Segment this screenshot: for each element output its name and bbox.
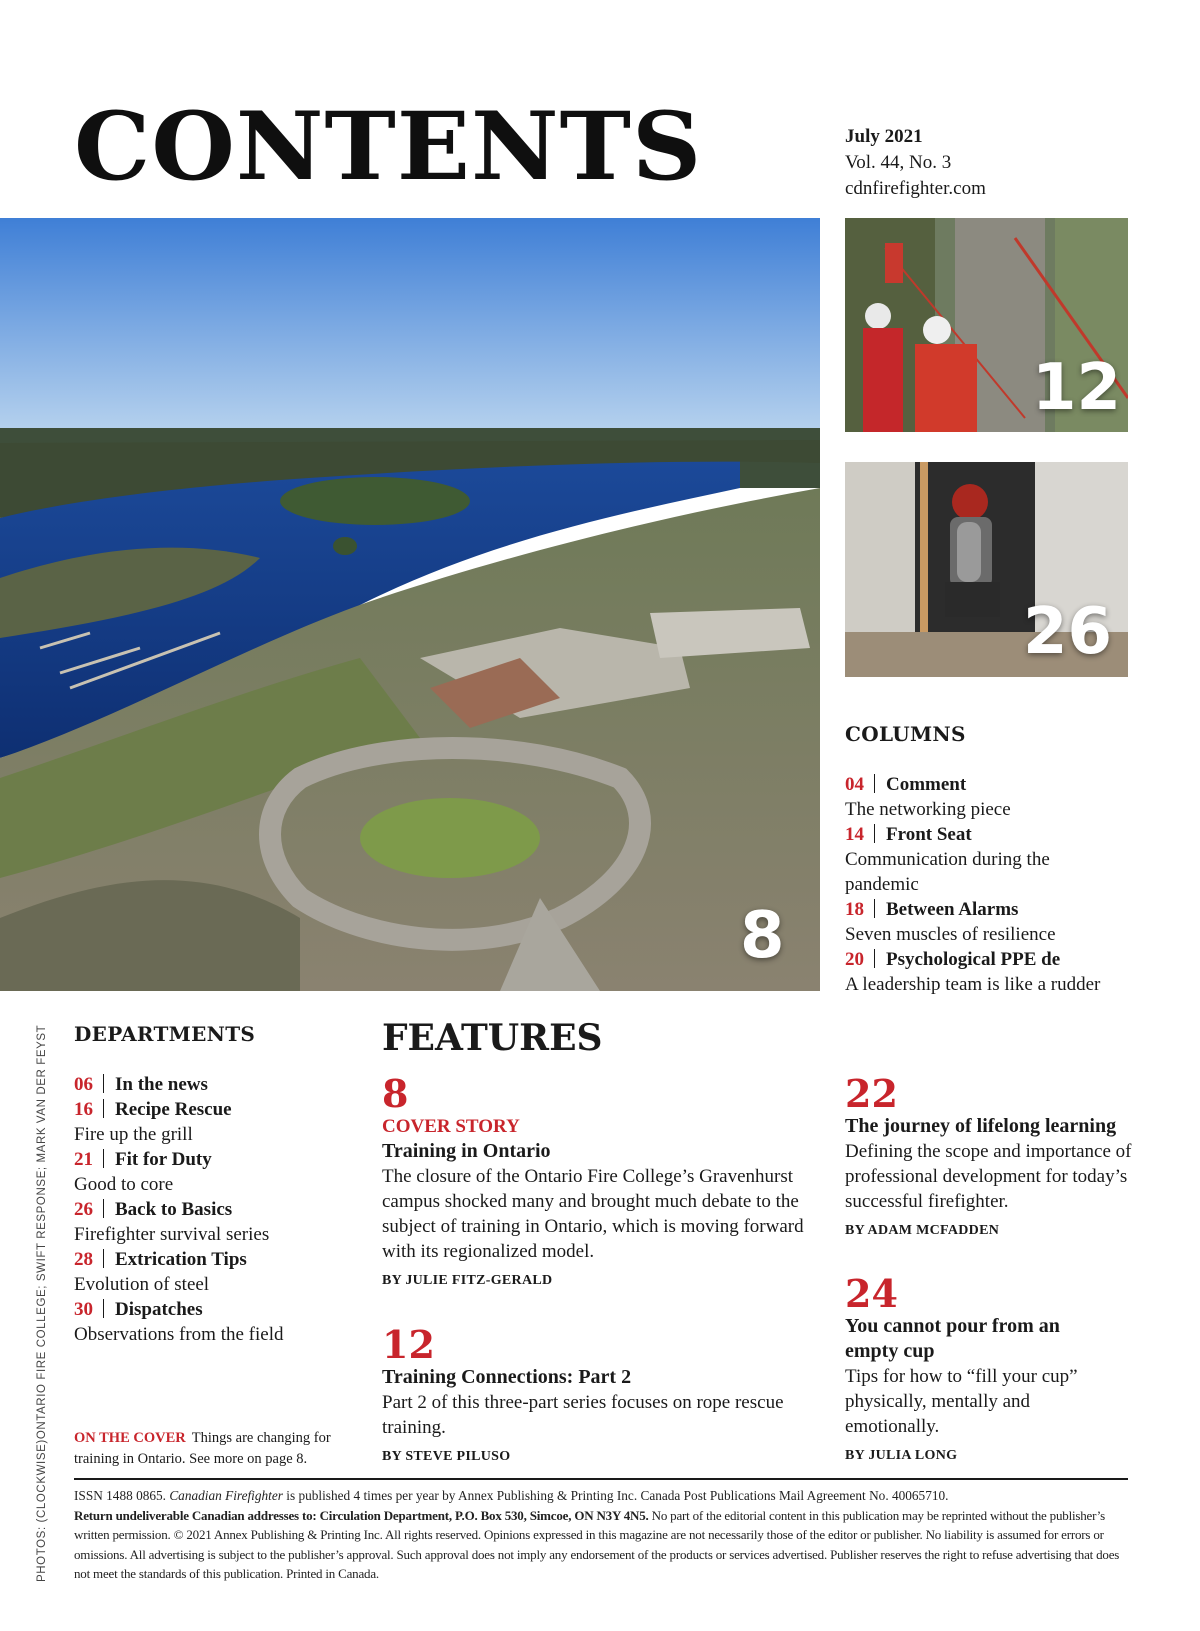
feature-description: Part 2 of this three-part series focuses on rope rescue training.	[382, 1392, 784, 1438]
cover-caption-label: ON THE COVER	[74, 1430, 186, 1446]
list-item[interactable]	[74, 1097, 374, 1147]
item-description: Firefighter survival series	[74, 1224, 270, 1245]
feature-byline: BY JULIA LONG	[845, 1448, 958, 1463]
departments-heading: DEPARTMENTS	[74, 1022, 256, 1046]
page-number: 30	[74, 1299, 93, 1320]
feature-title: You cannot pour from an empty cup	[845, 1315, 1060, 1362]
feature-page-number: 8	[382, 1071, 409, 1116]
publication-info: is published 4 times per year by Annex Publishing & Printing Inc. Canada Post Publications Mail Agreement No. 40065710.	[286, 1488, 949, 1503]
feature-byline: BY ADAM MCFADDEN	[845, 1223, 1000, 1238]
list-item[interactable]	[845, 772, 1175, 822]
item-title: Dispatches	[115, 1299, 203, 1320]
cover-caption-text: Things are changing for training in Ontario. See more on page 8.	[74, 1430, 331, 1467]
return-address: Return undeliverable Canadian addresses to: Circulation Department, P.O. Box 530, Simcoe, ON N3Y 4N5.	[74, 1507, 649, 1523]
item-title: Comment	[886, 774, 967, 795]
page-title: CONTENTS	[74, 92, 703, 202]
item-description: The networking piece	[845, 799, 1011, 820]
divider	[103, 1099, 104, 1118]
list-item[interactable]	[74, 1247, 374, 1297]
item-title: In the news	[115, 1074, 208, 1095]
cover-caption	[74, 1428, 374, 1470]
page-number: 20	[845, 949, 864, 970]
legal-disclaimer: No part of the editorial content in this publication may be reprinted without the publisher’s written permission. © 2021 Annex Publishing & Printing Inc. All rights reserved. Opinions expressed in this magazine are not necessarily those of the editor or publisher. No liability is assumed for errors or omissions. All advertising is subject to the publisher’s approval. Such approval does not imply any endorsement of the products or services advertised. Publisher reserves the right to refuse advertising that does not meet the standards of this publication. Printed in Canada.	[74, 1507, 1120, 1581]
page-number: 28	[74, 1249, 93, 1270]
item-description: A leadership team is like a rudder	[845, 974, 1101, 995]
item-description: Good to core	[74, 1174, 174, 1195]
feature-byline: BY JULIE FITZ-GERALD	[382, 1273, 553, 1288]
photo-page-number-26: 26	[1023, 595, 1113, 669]
item-title: Back to Basics	[115, 1199, 233, 1220]
rope-rescue-photo	[845, 218, 1128, 432]
columns-section	[845, 722, 1175, 997]
list-item[interactable]	[845, 947, 1175, 997]
photo-credit: PHOTOS: (CLOCKWISE)ONTARIO FIRE COLLEGE; SWIFT RESPONSE; MARK VAN DER FEYST	[36, 1024, 48, 1582]
cover-photo	[0, 218, 820, 991]
feature-item[interactable]	[382, 1071, 822, 1293]
item-description: Communication during the pandemic	[845, 849, 1050, 895]
magazine-name: Canadian Firefighter	[169, 1488, 283, 1503]
feature-title: Training Connections: Part 2	[382, 1366, 632, 1388]
page-number: 18	[845, 899, 864, 920]
feature-description: Tips for how to “fill your cup” physically, mentally and emotionally.	[845, 1366, 1078, 1437]
departments-section	[74, 1022, 374, 1347]
item-description: Seven muscles of resilience	[845, 924, 1056, 945]
item-description: Observations from the field	[74, 1324, 284, 1345]
item-description: Fire up the grill	[74, 1124, 193, 1145]
page-number: 21	[74, 1149, 93, 1170]
divider	[103, 1199, 104, 1218]
features-heading: FEATURES	[382, 1017, 603, 1059]
website-link[interactable]: cdnfirefighter.com	[845, 178, 986, 199]
issue-volume: Vol. 44, No. 3	[845, 152, 952, 173]
issn: ISSN 1488 0865.	[74, 1488, 166, 1503]
feature-description: The closure of the Ontario Fire College’s Gravenhurst campus shocked many and brought much debate to the subject of training in Ontario, which is moving forward with its regionalized model.	[382, 1166, 804, 1262]
issue-date: July 2021	[845, 126, 923, 147]
item-title: Extrication Tips	[115, 1249, 247, 1270]
divider	[874, 899, 875, 918]
feature-description: Defining the scope and importance of professional development for today’s successful firefighter.	[845, 1141, 1132, 1212]
issue-info	[845, 124, 986, 202]
aerial-lake-image	[0, 218, 820, 991]
item-title: Between Alarms	[886, 899, 1019, 920]
divider	[874, 774, 875, 793]
divider	[103, 1299, 104, 1318]
photo-page-number-12: 12	[1032, 351, 1122, 425]
page-number: 26	[74, 1199, 93, 1220]
page-number: 16	[74, 1099, 93, 1120]
feature-item[interactable]	[845, 1271, 1115, 1468]
list-item[interactable]	[74, 1297, 374, 1347]
divider	[874, 824, 875, 843]
item-title: Recipe Rescue	[115, 1099, 232, 1120]
list-item[interactable]	[74, 1147, 374, 1197]
feature-item[interactable]	[845, 1071, 1145, 1243]
cover-page-number: 8	[740, 899, 785, 973]
feature-byline: BY STEVE PILUSO	[382, 1449, 511, 1464]
divider	[103, 1074, 104, 1093]
item-title: Front Seat	[886, 824, 972, 845]
feature-page-number: 22	[845, 1071, 898, 1116]
list-item[interactable]	[74, 1197, 374, 1247]
feature-title: Training in Ontario	[382, 1140, 551, 1162]
feature-kicker: COVER STORY	[382, 1116, 520, 1137]
legal-notice	[74, 1486, 1128, 1584]
list-item[interactable]	[845, 897, 1175, 947]
firefighter-photo	[845, 462, 1128, 677]
page-number: 04	[845, 774, 864, 795]
feature-item[interactable]	[382, 1322, 822, 1469]
feature-page-number: 12	[382, 1322, 435, 1367]
divider	[874, 949, 875, 968]
list-item[interactable]	[74, 1072, 374, 1097]
page-number: 14	[845, 824, 864, 845]
item-title: Psychological PPE de	[886, 949, 1061, 970]
feature-page-number: 24	[845, 1271, 898, 1316]
item-description: Evolution of steel	[74, 1274, 210, 1295]
item-title: Fit for Duty	[115, 1149, 212, 1170]
list-item[interactable]	[845, 822, 1175, 897]
page-number: 06	[74, 1074, 93, 1095]
divider	[103, 1249, 104, 1268]
columns-heading: COLUMNS	[845, 722, 966, 746]
divider	[103, 1149, 104, 1168]
feature-title: The journey of lifelong learning	[845, 1115, 1117, 1137]
footer-divider	[74, 1478, 1128, 1480]
